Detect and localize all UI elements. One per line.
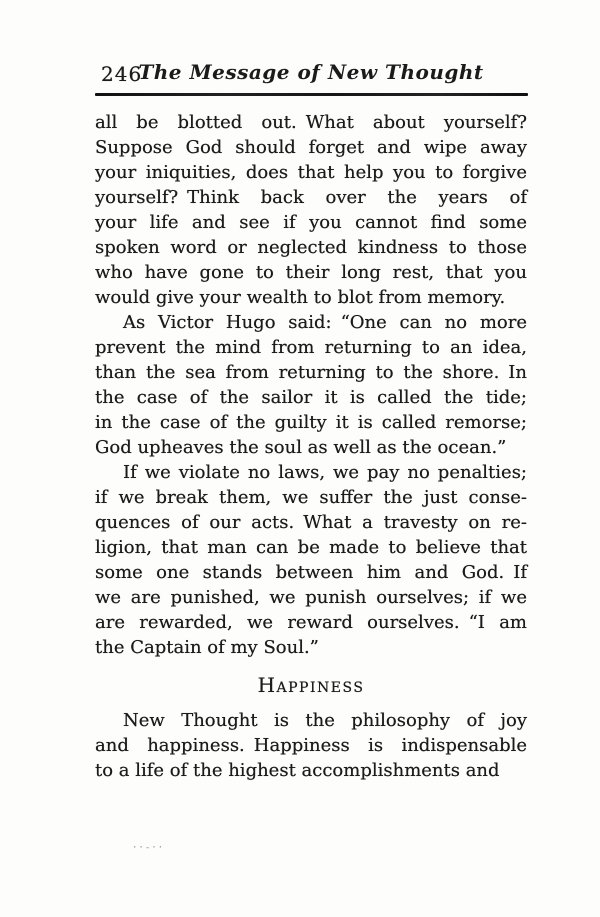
text-line: than the sea from returning to the shore. In [95,362,527,383]
text-line: yourself? Think back over the years of [95,187,527,208]
text-line: the case of the sailor it is called the tide; [95,387,527,408]
text-line: ligion, that man can be made to believe that [95,537,527,558]
text-line: would give your wealth to blot from memory. [95,287,506,308]
text-line: your iniquities, does that help you to forgive [95,162,527,183]
text-line: God upheaves the soul as well as the ocean.” [95,437,507,458]
text-line: and happiness. Happiness is indispensable [95,735,527,756]
running-title: The Message of New Thought [138,60,484,84]
text-line: all be blotted out. What about yourself? [95,112,527,133]
text-line: in the case of the guilty it is called remorse; [95,412,527,433]
text-line: quences of our acts. What a travesty on re- [95,512,527,533]
text-line: your life and see if you cannot find some [95,212,527,233]
page-header [95,60,527,88]
text-line: to a life of the highest accomplishments and [95,760,500,781]
text-line: prevent the mind from returning to an idea, [95,337,527,358]
paragraph [95,708,527,783]
text-block [95,110,527,783]
header-rule [95,93,528,96]
text-line: we are punished, we punish ourselves; if we [95,587,527,608]
page-number: 246 [101,62,143,86]
text-line: Suppose God should forget and wipe away [95,137,527,158]
text-line: New Thought is the philosophy of joy [123,710,527,731]
text-line: spoken word or neglected kindness to those [95,237,527,258]
text-line: If we violate no laws, we pay no penalties; [123,462,527,483]
scan-artifact: ··-·· [132,843,165,853]
text-line: the Captain of my Soul.” [95,637,319,658]
text-line: some one stands between him and God. If [95,562,527,583]
text-line: if we break them, we suffer the just conse- [95,487,527,508]
section-heading: Happiness [257,673,365,697]
paragraph [95,110,527,310]
text-line: As Victor Hugo said: “One can no more [123,312,527,333]
paragraph [95,460,527,660]
paragraph [95,310,527,460]
text-line: are rewarded, we reward ourselves. “I am [95,612,527,633]
text-line: who have gone to their long rest, that you [95,262,527,283]
